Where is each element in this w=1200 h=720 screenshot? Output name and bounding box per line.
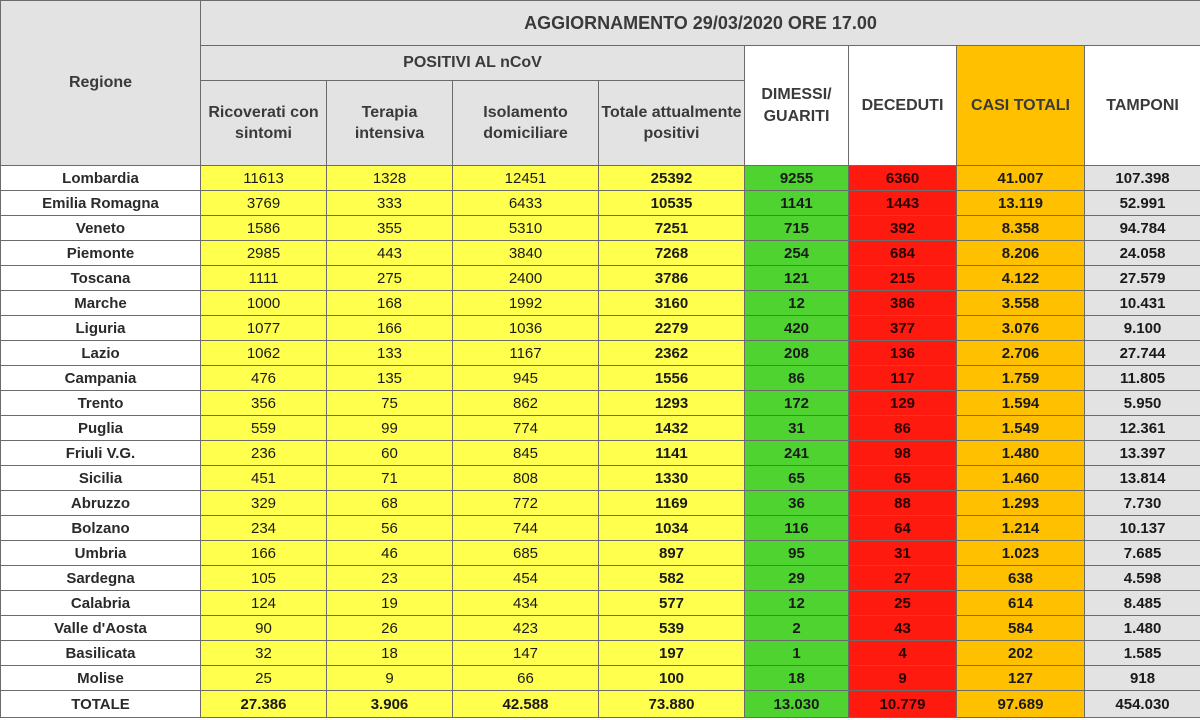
table-row — [1, 466, 1200, 491]
cell-terapia: 275 — [327, 266, 453, 291]
header-isolamento: Isolamento domiciliare — [453, 81, 599, 166]
cell-terapia: 26 — [327, 616, 453, 641]
cell-deceduti: 684 — [849, 241, 957, 266]
header-terapia: Terapia intensiva — [327, 81, 453, 166]
cell-tamponi: 13.814 — [1085, 466, 1200, 491]
cell-deceduti: 129 — [849, 391, 957, 416]
cell-deceduti: 43 — [849, 616, 957, 641]
total-cell-tamponi: 454.030 — [1085, 691, 1200, 718]
table-row — [1, 416, 1200, 441]
total-cell-totale-positivi: 73.880 — [599, 691, 745, 718]
cell-terapia: 68 — [327, 491, 453, 516]
cell-deceduti: 27 — [849, 566, 957, 591]
cell-casi-totali: 2.706 — [957, 341, 1085, 366]
cell-casi-totali: 1.293 — [957, 491, 1085, 516]
total-cell-regione: TOTALE — [1, 691, 201, 718]
cell-dimessi: 9255 — [745, 166, 849, 191]
cell-terapia: 19 — [327, 591, 453, 616]
cell-casi-totali: 8.358 — [957, 216, 1085, 241]
total-cell-dimessi: 13.030 — [745, 691, 849, 718]
total-cell-deceduti: 10.779 — [849, 691, 957, 718]
cell-regione: Lazio — [1, 341, 201, 366]
cell-regione: Sardegna — [1, 566, 201, 591]
cell-casi-totali: 1.480 — [957, 441, 1085, 466]
cell-tamponi: 1.480 — [1085, 616, 1200, 641]
cell-tamponi: 94.784 — [1085, 216, 1200, 241]
cell-ricoverati: 25 — [201, 666, 327, 691]
cell-regione: Bolzano — [1, 516, 201, 541]
cell-regione: Emilia Romagna — [1, 191, 201, 216]
cell-ricoverati: 236 — [201, 441, 327, 466]
total-cell-casi-totali: 97.689 — [957, 691, 1085, 718]
cell-terapia: 23 — [327, 566, 453, 591]
cell-tamponi: 918 — [1085, 666, 1200, 691]
cell-isolamento: 147 — [453, 641, 599, 666]
cell-terapia: 133 — [327, 341, 453, 366]
cell-deceduti: 377 — [849, 316, 957, 341]
cell-regione: Toscana — [1, 266, 201, 291]
table-body — [1, 166, 1200, 718]
cell-dimessi: 172 — [745, 391, 849, 416]
cell-regione: Umbria — [1, 541, 201, 566]
cell-ricoverati: 1111 — [201, 266, 327, 291]
cell-regione: Lombardia — [1, 166, 201, 191]
cell-deceduti: 9 — [849, 666, 957, 691]
cell-terapia: 46 — [327, 541, 453, 566]
cell-regione: Sicilia — [1, 466, 201, 491]
cell-isolamento: 845 — [453, 441, 599, 466]
table-row — [1, 541, 1200, 566]
cell-regione: Abruzzo — [1, 491, 201, 516]
cell-totale-positivi: 1330 — [599, 466, 745, 491]
table-row — [1, 591, 1200, 616]
cell-dimessi: 36 — [745, 491, 849, 516]
cell-dimessi: 715 — [745, 216, 849, 241]
header-regione: Regione — [1, 1, 201, 166]
cell-casi-totali: 614 — [957, 591, 1085, 616]
cell-dimessi: 29 — [745, 566, 849, 591]
table-row — [1, 241, 1200, 266]
cell-totale-positivi: 897 — [599, 541, 745, 566]
cell-tamponi: 5.950 — [1085, 391, 1200, 416]
table-row — [1, 266, 1200, 291]
cell-terapia: 9 — [327, 666, 453, 691]
cell-totale-positivi: 7268 — [599, 241, 745, 266]
cell-deceduti: 215 — [849, 266, 957, 291]
cell-deceduti: 25 — [849, 591, 957, 616]
cell-casi-totali: 3.558 — [957, 291, 1085, 316]
cell-deceduti: 136 — [849, 341, 957, 366]
cell-ricoverati: 124 — [201, 591, 327, 616]
cell-tamponi: 4.598 — [1085, 566, 1200, 591]
cell-totale-positivi: 2279 — [599, 316, 745, 341]
cell-tamponi: 10.431 — [1085, 291, 1200, 316]
cell-terapia: 56 — [327, 516, 453, 541]
table-row — [1, 216, 1200, 241]
cell-totale-positivi: 3786 — [599, 266, 745, 291]
cell-isolamento: 1167 — [453, 341, 599, 366]
cell-terapia: 135 — [327, 366, 453, 391]
cell-totale-positivi: 2362 — [599, 341, 745, 366]
cell-casi-totali: 127 — [957, 666, 1085, 691]
cell-dimessi: 420 — [745, 316, 849, 341]
cell-regione: Marche — [1, 291, 201, 316]
cell-tamponi: 7.685 — [1085, 541, 1200, 566]
cell-casi-totali: 1.214 — [957, 516, 1085, 541]
cell-regione: Piemonte — [1, 241, 201, 266]
cell-terapia: 443 — [327, 241, 453, 266]
cell-regione: Calabria — [1, 591, 201, 616]
cell-isolamento: 434 — [453, 591, 599, 616]
cell-casi-totali: 638 — [957, 566, 1085, 591]
cell-terapia: 99 — [327, 416, 453, 441]
cell-totale-positivi: 1034 — [599, 516, 745, 541]
cell-deceduti: 86 — [849, 416, 957, 441]
cell-isolamento: 3840 — [453, 241, 599, 266]
cell-deceduti: 386 — [849, 291, 957, 316]
cell-deceduti: 65 — [849, 466, 957, 491]
cell-regione: Friuli V.G. — [1, 441, 201, 466]
cell-isolamento: 2400 — [453, 266, 599, 291]
cell-casi-totali: 584 — [957, 616, 1085, 641]
cell-terapia: 71 — [327, 466, 453, 491]
cell-dimessi: 241 — [745, 441, 849, 466]
cell-ricoverati: 356 — [201, 391, 327, 416]
cell-deceduti: 117 — [849, 366, 957, 391]
table-row — [1, 316, 1200, 341]
cell-isolamento: 862 — [453, 391, 599, 416]
cell-dimessi: 254 — [745, 241, 849, 266]
total-cell-isolamento: 42.588 — [453, 691, 599, 718]
cell-dimessi: 1 — [745, 641, 849, 666]
header-group-positivi: POSITIVI AL nCoV — [201, 46, 745, 81]
cell-isolamento: 6433 — [453, 191, 599, 216]
cell-dimessi: 116 — [745, 516, 849, 541]
cell-ricoverati: 451 — [201, 466, 327, 491]
cell-dimessi: 31 — [745, 416, 849, 441]
cell-totale-positivi: 7251 — [599, 216, 745, 241]
page-title: AGGIORNAMENTO 29/03/2020 ORE 17.00 — [201, 1, 1200, 46]
cell-deceduti: 31 — [849, 541, 957, 566]
cell-casi-totali: 41.007 — [957, 166, 1085, 191]
cell-casi-totali: 1.594 — [957, 391, 1085, 416]
cell-deceduti: 392 — [849, 216, 957, 241]
cell-isolamento: 744 — [453, 516, 599, 541]
cell-dimessi: 86 — [745, 366, 849, 391]
cell-regione: Puglia — [1, 416, 201, 441]
cell-ricoverati: 1586 — [201, 216, 327, 241]
cell-terapia: 168 — [327, 291, 453, 316]
header-tamponi: TAMPONI — [1085, 46, 1200, 166]
cell-ricoverati: 1000 — [201, 291, 327, 316]
cell-dimessi: 12 — [745, 591, 849, 616]
cell-deceduti: 6360 — [849, 166, 957, 191]
cell-ricoverati: 105 — [201, 566, 327, 591]
cell-totale-positivi: 582 — [599, 566, 745, 591]
cell-ricoverati: 90 — [201, 616, 327, 641]
cell-ricoverati: 1062 — [201, 341, 327, 366]
header-dimessi: DIMESSI/ GUARITI — [745, 46, 849, 166]
cell-casi-totali: 1.460 — [957, 466, 1085, 491]
cell-regione: Trento — [1, 391, 201, 416]
cell-isolamento: 5310 — [453, 216, 599, 241]
cell-terapia: 75 — [327, 391, 453, 416]
cell-ricoverati: 476 — [201, 366, 327, 391]
cell-totale-positivi: 100 — [599, 666, 745, 691]
cell-tamponi: 52.991 — [1085, 191, 1200, 216]
cell-regione: Veneto — [1, 216, 201, 241]
cell-totale-positivi: 1293 — [599, 391, 745, 416]
cell-casi-totali: 1.549 — [957, 416, 1085, 441]
cell-totale-positivi: 539 — [599, 616, 745, 641]
header-totale-positivi: Totale attualmente positivi — [599, 81, 745, 166]
table-row — [1, 666, 1200, 691]
cell-totale-positivi: 197 — [599, 641, 745, 666]
table-row — [1, 516, 1200, 541]
cell-casi-totali: 13.119 — [957, 191, 1085, 216]
cell-casi-totali: 8.206 — [957, 241, 1085, 266]
cell-ricoverati: 2985 — [201, 241, 327, 266]
cell-tamponi: 10.137 — [1085, 516, 1200, 541]
table-row — [1, 166, 1200, 191]
cell-totale-positivi: 1432 — [599, 416, 745, 441]
cell-casi-totali: 1.023 — [957, 541, 1085, 566]
cell-deceduti: 98 — [849, 441, 957, 466]
cell-tamponi: 107.398 — [1085, 166, 1200, 191]
cell-terapia: 166 — [327, 316, 453, 341]
cell-ricoverati: 1077 — [201, 316, 327, 341]
cell-casi-totali: 1.759 — [957, 366, 1085, 391]
table-row — [1, 341, 1200, 366]
cell-ricoverati: 3769 — [201, 191, 327, 216]
cell-ricoverati: 559 — [201, 416, 327, 441]
cell-regione: Campania — [1, 366, 201, 391]
cell-terapia: 18 — [327, 641, 453, 666]
cell-tamponi: 27.744 — [1085, 341, 1200, 366]
cell-ricoverati: 32 — [201, 641, 327, 666]
table-row — [1, 441, 1200, 466]
header-casi-totali: CASI TOTALI — [957, 46, 1085, 166]
cell-isolamento: 1036 — [453, 316, 599, 341]
cell-isolamento: 808 — [453, 466, 599, 491]
cell-terapia: 1328 — [327, 166, 453, 191]
cell-dimessi: 2 — [745, 616, 849, 641]
table-row — [1, 616, 1200, 641]
cell-totale-positivi: 10535 — [599, 191, 745, 216]
table-row — [1, 366, 1200, 391]
cell-isolamento: 945 — [453, 366, 599, 391]
cell-isolamento: 12451 — [453, 166, 599, 191]
cell-ricoverati: 234 — [201, 516, 327, 541]
total-row — [1, 691, 1200, 718]
cell-dimessi: 18 — [745, 666, 849, 691]
cell-deceduti: 4 — [849, 641, 957, 666]
cell-tamponi: 7.730 — [1085, 491, 1200, 516]
cell-ricoverati: 329 — [201, 491, 327, 516]
total-cell-terapia: 3.906 — [327, 691, 453, 718]
cell-isolamento: 423 — [453, 616, 599, 641]
table-row — [1, 191, 1200, 216]
cell-tamponi: 11.805 — [1085, 366, 1200, 391]
cell-regione: Liguria — [1, 316, 201, 341]
cell-isolamento: 774 — [453, 416, 599, 441]
cell-ricoverati: 166 — [201, 541, 327, 566]
cell-dimessi: 121 — [745, 266, 849, 291]
cell-tamponi: 8.485 — [1085, 591, 1200, 616]
cell-isolamento: 685 — [453, 541, 599, 566]
cell-ricoverati: 11613 — [201, 166, 327, 191]
cell-casi-totali: 202 — [957, 641, 1085, 666]
cell-dimessi: 95 — [745, 541, 849, 566]
table-row — [1, 391, 1200, 416]
table-row — [1, 291, 1200, 316]
cell-terapia: 60 — [327, 441, 453, 466]
cell-regione: Molise — [1, 666, 201, 691]
cell-tamponi: 27.579 — [1085, 266, 1200, 291]
header-deceduti: DECEDUTI — [849, 46, 957, 166]
cell-totale-positivi: 577 — [599, 591, 745, 616]
cell-terapia: 355 — [327, 216, 453, 241]
cell-isolamento: 66 — [453, 666, 599, 691]
cell-totale-positivi: 25392 — [599, 166, 745, 191]
cell-regione: Valle d'Aosta — [1, 616, 201, 641]
cell-isolamento: 772 — [453, 491, 599, 516]
cell-totale-positivi: 1169 — [599, 491, 745, 516]
header-ricoverati: Ricoverati con sintomi — [201, 81, 327, 166]
cell-deceduti: 88 — [849, 491, 957, 516]
cell-totale-positivi: 1141 — [599, 441, 745, 466]
table-row — [1, 641, 1200, 666]
cell-terapia: 333 — [327, 191, 453, 216]
cell-totale-positivi: 3160 — [599, 291, 745, 316]
cell-deceduti: 1443 — [849, 191, 957, 216]
cell-dimessi: 1141 — [745, 191, 849, 216]
total-cell-ricoverati: 27.386 — [201, 691, 327, 718]
table-row — [1, 566, 1200, 591]
cell-tamponi: 1.585 — [1085, 641, 1200, 666]
cell-isolamento: 1992 — [453, 291, 599, 316]
table-row — [1, 491, 1200, 516]
cell-tamponi: 9.100 — [1085, 316, 1200, 341]
cell-dimessi: 12 — [745, 291, 849, 316]
cell-dimessi: 208 — [745, 341, 849, 366]
cell-casi-totali: 4.122 — [957, 266, 1085, 291]
cell-tamponi: 13.397 — [1085, 441, 1200, 466]
cell-casi-totali: 3.076 — [957, 316, 1085, 341]
cell-tamponi: 24.058 — [1085, 241, 1200, 266]
cell-dimessi: 65 — [745, 466, 849, 491]
cell-isolamento: 454 — [453, 566, 599, 591]
cell-tamponi: 12.361 — [1085, 416, 1200, 441]
cell-totale-positivi: 1556 — [599, 366, 745, 391]
cell-regione: Basilicata — [1, 641, 201, 666]
cell-deceduti: 64 — [849, 516, 957, 541]
